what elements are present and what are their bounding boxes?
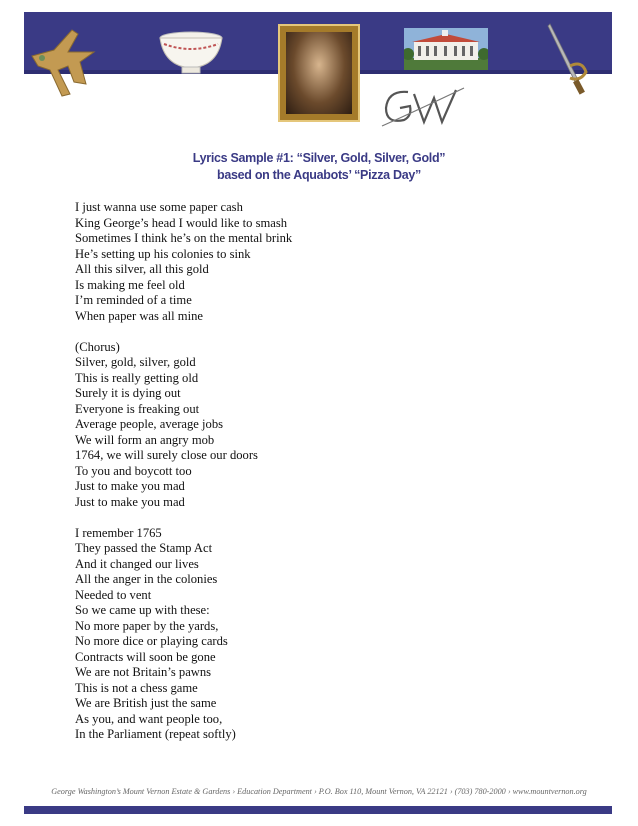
stanza-gap — [75, 510, 575, 526]
lyric-line: No more paper by the yards, — [75, 618, 219, 633]
lyric-line: Surely it is dying out — [75, 386, 181, 400]
lyric-line: They passed the Stamp Act — [75, 541, 213, 555]
lyrics-body — [75, 200, 575, 743]
footer-address: George Washington’s Mount Vernon Estate & Gardens › Education Department › P.O. Box 110, Mount Vernon, VA 22121 › (703) 780-2000 › www.mountvernon.org — [51, 787, 587, 796]
lyric-line: I just wanna use some paper cash — [75, 200, 243, 214]
lyric-line: King George’s head I would like to smash — [75, 215, 288, 230]
lyric-line: (Chorus) — [75, 339, 120, 354]
sword-image — [540, 20, 590, 96]
lyric-line: As you, and want people too, — [75, 711, 223, 726]
lyric-line: To you and boycott too — [75, 463, 192, 478]
washington-portrait — [278, 24, 360, 122]
lyric-line: 1764, we will surely close our doors — [75, 448, 258, 462]
lyric-line: Just to make you mad — [75, 479, 185, 493]
lyric-line: Sometimes I think he’s on the mental brink — [75, 231, 293, 245]
lyric-line: We will form an angry mob — [75, 432, 215, 447]
lyric-line: All the anger in the colonies — [75, 572, 218, 586]
dove-weathervane-image — [28, 22, 100, 100]
lyric-line: Everyone is freaking out — [75, 401, 200, 416]
portrait-painting — [286, 32, 352, 114]
stanza-gap — [75, 324, 575, 340]
footer-bar — [24, 806, 612, 814]
lyric-line: This is really getting old — [75, 370, 199, 385]
lyric-line: No more dice or playing cards — [75, 634, 228, 648]
lyric-line: We are not Britain’s pawns — [75, 665, 212, 679]
lyric-line: I’m reminded of a time — [75, 293, 192, 307]
lyric-line: Average people, average jobs — [75, 417, 224, 431]
gw-monogram-logo — [378, 80, 468, 130]
porcelain-bowl-image — [158, 30, 224, 76]
lyric-line: Needed to vent — [75, 587, 152, 602]
lyric-line: In the Parliament (repeat softly) — [75, 727, 236, 741]
document-title: Lyrics Sample #1: “Silver, Gold, Silver, Gold” — [192, 151, 446, 165]
document-subtitle: based on the Aquabots’ “Pizza Day” — [217, 168, 421, 182]
lyric-line: Silver, gold, silver, gold — [75, 355, 196, 369]
lyric-line: I remember 1765 — [75, 525, 162, 540]
lyric-line: And it changed our lives — [75, 556, 199, 571]
lyric-line: Is making me feel old — [75, 277, 185, 292]
lyric-line: When paper was all mine — [75, 308, 203, 323]
lyric-line: So we came up with these: — [75, 603, 210, 617]
lyric-line: He’s setting up his colonies to sink — [75, 246, 251, 261]
lyric-line: This is not a chess game — [75, 680, 198, 695]
lyric-line: Contracts will soon be gone — [75, 649, 216, 664]
mansion-image — [404, 28, 488, 70]
lyric-line: Just to make you mad — [75, 494, 185, 509]
lyric-line: All this silver, all this gold — [75, 262, 209, 276]
lyric-line: We are British just the same — [75, 696, 217, 710]
